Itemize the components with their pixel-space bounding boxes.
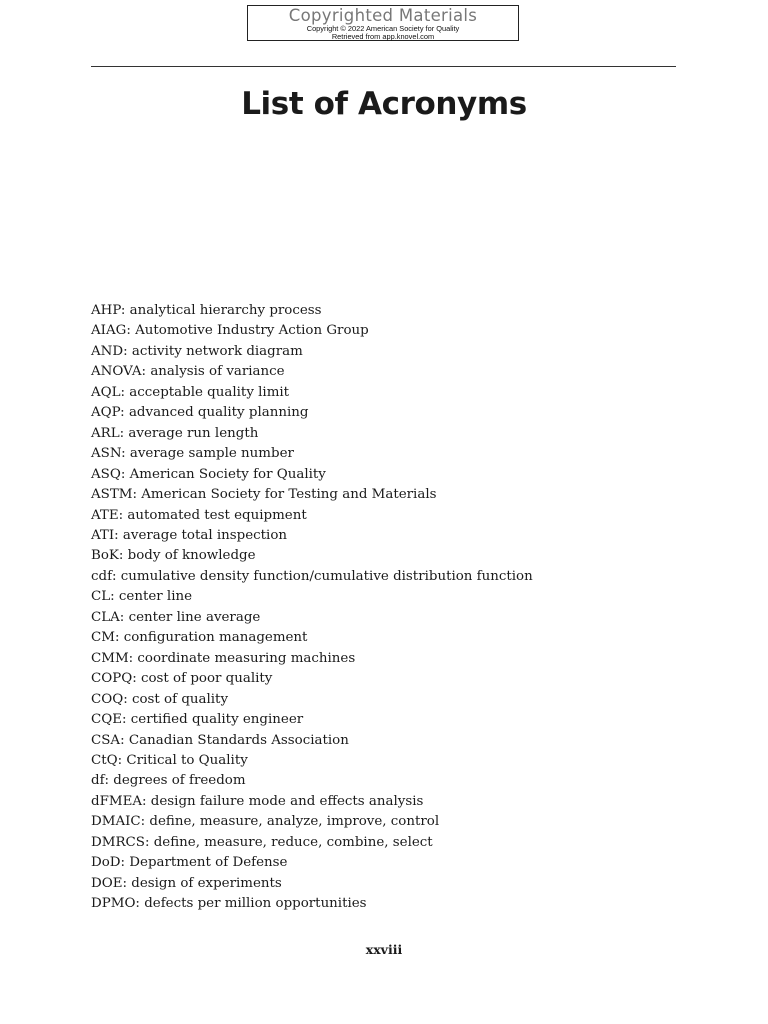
acronym-entry: AIAG: Automotive Industry Action Group <box>91 323 369 339</box>
acronym-entry: CSA: Canadian Standards Association <box>91 732 349 748</box>
watermark-title: Copyrighted Materials <box>288 6 478 25</box>
acronym-entry: CQE: certified quality engineer <box>91 712 304 728</box>
acronym-entry: BoK: body of knowledge <box>91 548 256 564</box>
acronym-list <box>91 301 533 915</box>
acronym-entry: CtQ: Critical to Quality <box>91 752 248 768</box>
acronym-entry: CLA: center line average <box>91 609 261 625</box>
watermark-retrieved: Retrieved from app.knovel.com <box>331 31 435 41</box>
acronym-entry: dFMEA: design failure mode and effects analysis <box>91 793 424 809</box>
acronym-entry: AND: activity network diagram <box>91 343 303 359</box>
watermark-copyright: Copyright © 2022 American Society for Quality <box>306 24 460 33</box>
acronym-entry: ATE: automated test equipment <box>91 507 307 523</box>
acronym-entry: AQL: acceptable quality limit <box>91 384 290 400</box>
page-number: xxviii <box>365 942 403 957</box>
acronym-entry: CM: configuration management <box>91 630 308 646</box>
acronym-entry: COQ: cost of quality <box>91 691 229 707</box>
acronym-entry: ATI: average total inspection <box>91 527 288 543</box>
acronym-entry: CL: center line <box>91 589 193 605</box>
acronym-entry: CMM: coordinate measuring machines <box>91 650 356 666</box>
acronym-entry: ANOVA: analysis of variance <box>91 364 285 380</box>
acronym-entry: cdf: cumulative density function/cumulative distribution function <box>91 568 533 584</box>
acronym-entry: ASN: average sample number <box>91 446 294 462</box>
page-title: List of Acronyms <box>241 86 527 122</box>
acronym-entry: DMRCS: define, measure, reduce, combine, select <box>91 834 433 850</box>
acronym-entry: COPQ: cost of poor quality <box>91 671 273 687</box>
acronym-entry: ASQ: American Society for Quality <box>91 466 326 482</box>
acronym-entry: AQP: advanced quality planning <box>91 405 309 421</box>
header-rule <box>91 66 676 67</box>
acronym-entry: DoD: Department of Defense <box>91 855 288 871</box>
acronym-entry: DMAIC: define, measure, analyze, improve, control <box>91 814 440 830</box>
acronym-entry: df: degrees of freedom <box>91 773 246 789</box>
acronym-entry: ASTM: American Society for Testing and Materials <box>91 487 437 503</box>
copyright-watermark <box>247 5 519 41</box>
acronym-entry: DPMO: defects per million opportunities <box>91 896 367 912</box>
acronym-entry: ARL: average run length <box>91 425 259 441</box>
acronym-entry: DOE: design of experiments <box>91 875 282 891</box>
acronym-entry: AHP: analytical hierarchy process <box>91 303 322 318</box>
